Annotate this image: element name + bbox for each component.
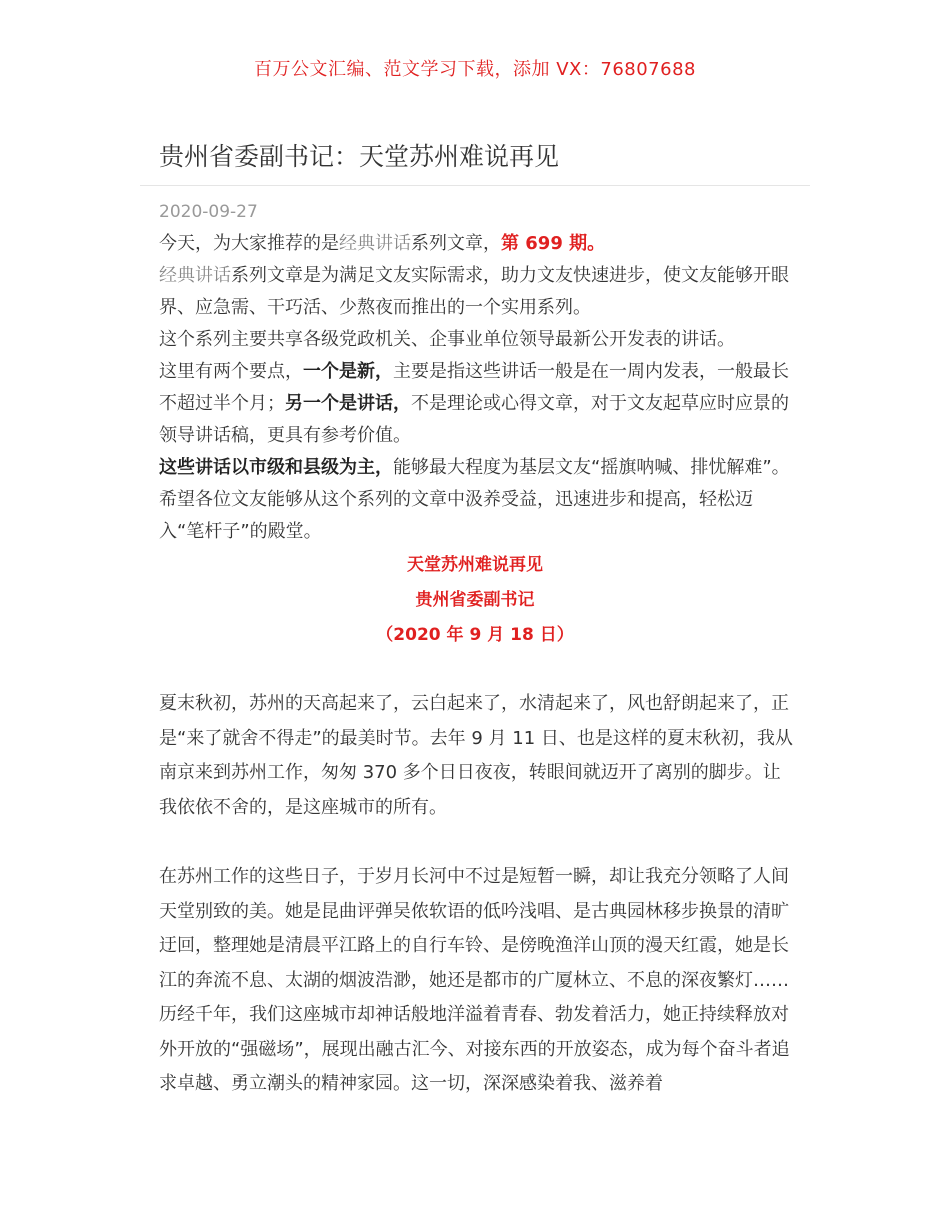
series-intro [159,228,795,548]
publish-date: 2020-09-27 [159,202,258,222]
intro-text: 能够最大程度为基层文友“摇旗呐喊、排忧解难”。希望各位文友能够从这个系列的文章中汲养受益，迅速进步和提高，轻松迈入“笔杆子”的殿堂。 [159,457,790,542]
speech-speaker: 贵州省委副书记 [415,590,535,610]
intro-paragraph [159,228,795,260]
intro-text: 系列文章， [411,233,501,254]
article-title: 贵州省委副书记：天堂苏州难说再见 [159,142,560,171]
title-divider [140,185,810,186]
speech-heading [0,548,950,653]
speech-paragraph: 在苏州工作的这些日子，于岁月长河中不过是短暂一瞬，却让我充分领略了人间天堂别致的美。她是昆曲评弹吴侬软语的低吟浅唱、是古典园林移步换景的清旷迂回，整理她是清晨平江路上的自行车铃、是傍晚渔洋山顶的漫天红霞，她是长江的奔流不息、太湖的烟波浩渺，她还是都市的广厦林立、不息的深夜繁灯……历经千年，我们这座城市却神话般地洋溢着青春、勃发着活力，她正持续释放对外开放的“强磁场”，展现出融古汇今、对接东西的开放姿态，成为每个奋斗者追求卓越、勇立潮头的精神家园。这一切，深深感染着我、滋养着 [159,866,790,1094]
promo-banner: 百万公文汇编、范文学习下载，添加 VX：76807688 [254,59,696,80]
key-point: 另一个是讲话， [285,393,411,414]
series-name: 经典讲话 [339,233,411,254]
intro-paragraph: 这个系列主要共享各级党政机关、企事业单位领导最新公开发表的讲话。 [159,329,735,350]
intro-text: 主要是指这些讲话一般是在一周内发表，一般最长不超过半个月； [159,361,789,414]
key-point: 一个是新， [303,361,393,382]
speech-date: （2020 年 9 月 18 日） [376,625,574,645]
intro-text: 不是理论或心得文章，对于文友起草应时应景的领导讲话稿，更具有参考价值。 [159,393,789,446]
intro-text: 系列文章是为满足文友实际需求，助力文友快速进步，使文友能够开眼界、应急需、干巧活、少熬夜而推出的一个实用系列。 [159,265,789,318]
intro-paragraph [159,260,795,324]
key-point: 这些讲话以市级和县级为主， [159,457,393,478]
intro-paragraph [159,452,795,548]
issue-number: 第 699 期。 [501,233,606,254]
intro-text: 今天，为大家推荐的是 [159,233,339,254]
speech-title: 天堂苏州难说再见 [407,555,543,575]
intro-text: 这里有两个要点， [159,361,303,382]
series-name: 经典讲话 [159,265,231,286]
intro-paragraph [159,356,795,452]
speech-paragraph: 夏末秋初，苏州的天高起来了，云白起来了，水清起来了，风也舒朗起来了，正是“来了就舍不得走”的最美时节。去年 9 月 11 日、也是这样的夏末秋初，我从南京来到苏州工作，匆匆 370 多个日日夜夜，转眼间就迈开了离别的脚步。让我依依不舍的，是这座城市的所有。 [159,693,793,818]
